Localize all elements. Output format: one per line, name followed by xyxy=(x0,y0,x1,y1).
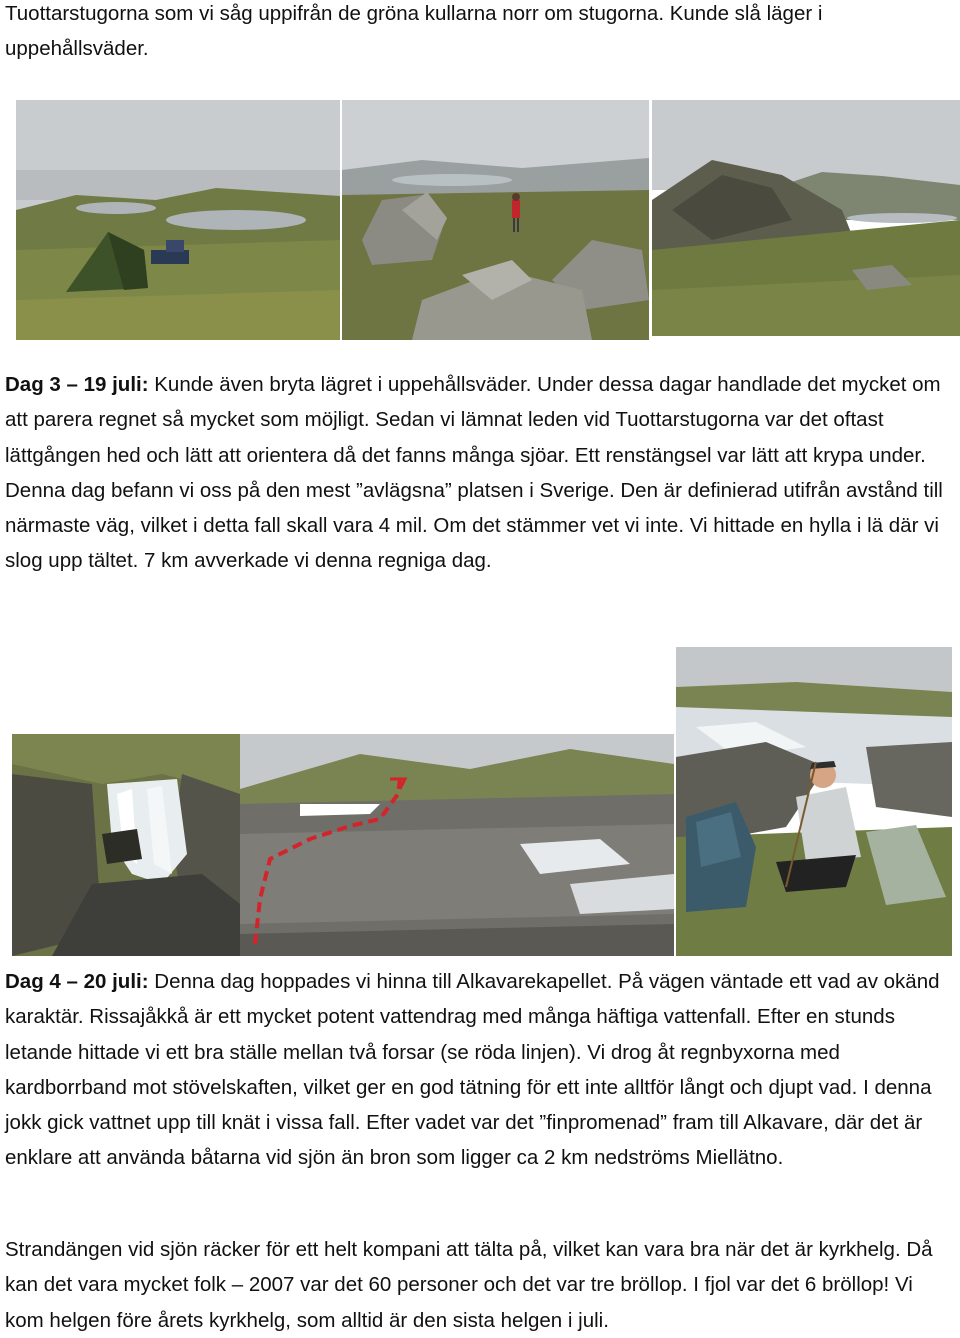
photo-river-crossing xyxy=(240,734,674,956)
photo-waterfall xyxy=(12,734,240,956)
day4-label: Dag 4 – 20 juli: xyxy=(5,970,149,993)
day3-paragraph xyxy=(5,367,957,579)
day4-paragraph xyxy=(5,964,957,1176)
photo-rocky-hills xyxy=(652,100,960,336)
photo-man-resting xyxy=(676,647,952,956)
closing-paragraph: Strandängen vid sjön räcker för ett helt kompani att tälta på, vilket kan vara bra när det är kyrkhelg. Då kan det vara mycket folk – 2007 var det 60 personer och det var tre bröllop. I fjol var det 6 bröllop! Vi kom helgen före årets kyrkhelg, som alltid är den sista helgen i juli. xyxy=(5,1238,933,1332)
photo-tent-camp xyxy=(16,100,340,340)
day3-label: Dag 3 – 19 juli: xyxy=(5,373,149,396)
day4-text: Denna dag hoppades vi hinna till Alkavarekapellet. På vägen väntade ett vad av okänd karaktär. Rissajåkkå är ett mycket potent vattendrag med många häftiga vattenfall. Efter en stunds letande hittade vi ett bra ställe mellan två forsar (se röda linjen). Vi drog åt regnbyxorna med kardborrband mot stövelskaften, vilket ger en god tätning för ett inte alltför långt och djupt vad. I denna jokk gick vattnet upp till knät i vissa fall. Efter vadet var det ”finpromenad” fram till Alkavare, där det är enklare att använda båtarna vid sjön än bron som ligger ca 2 km nedströms Miellätno. xyxy=(5,970,940,1170)
photo-hiker-boulders xyxy=(342,100,649,340)
day3-text: Kunde även bryta lägret i uppehållsväder. Under dessa dagar handlade det mycket om att parera regnet så mycket som möjligt. Sedan vi lämnat leden vid Tuottarstugorna var det oftast lättgången hed och lätt att orientera då det fanns många sjöar. Ett renstängsel var lätt att krypa under. Denna dag befann vi oss på den mest ”avlägsna” platsen i Sverige. Den är definierad utifrån avstånd till närmaste väg, vilket i detta fall skall vara 4 mil. Om det stämmer vet vi inte. Vi hittade en hylla i lä där vi slog upp tältet. 7 km avverkade vi denna regniga dag. xyxy=(5,373,943,573)
intro-paragraph: Tuottarstugorna som vi såg uppifrån de gröna kullarna norr om stugorna. Kunde slå läger i uppehållsväder. xyxy=(5,2,823,61)
